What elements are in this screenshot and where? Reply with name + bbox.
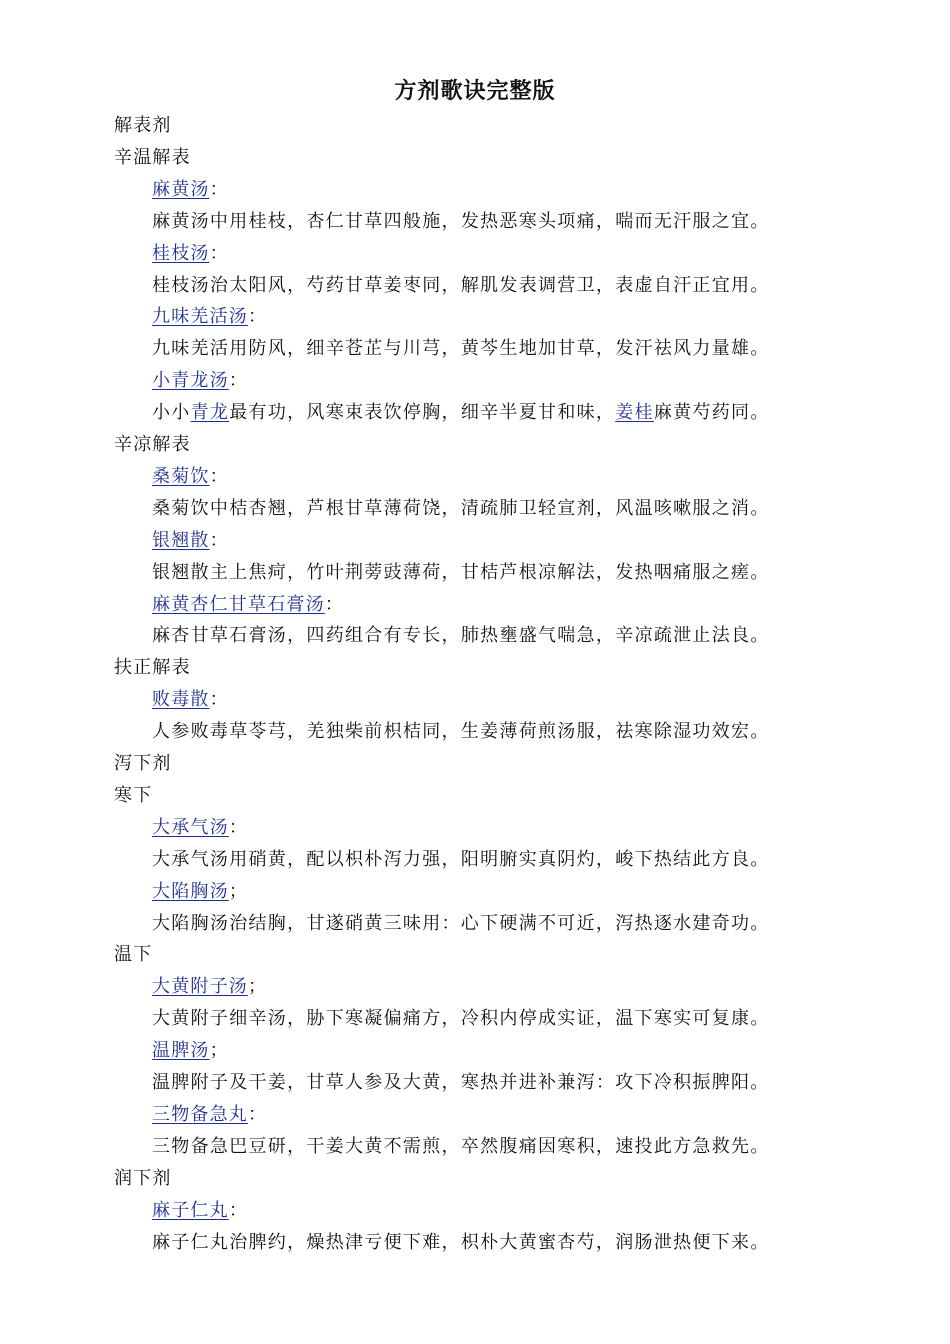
formula-link[interactable]: 大承气汤 (152, 817, 229, 838)
verse-phrase: 阳明腑实真阴灼， (460, 849, 616, 870)
verse-line (152, 624, 770, 648)
formula-heading (152, 1039, 229, 1063)
verse-phrase: 风寒束表饮停胸， (306, 402, 461, 423)
formula-heading (152, 688, 229, 712)
verse-line (152, 912, 770, 936)
verse-line (152, 274, 770, 298)
formula-heading (152, 465, 229, 489)
subcategory-heading: 辛温解表 (114, 147, 191, 168)
verse-phrase: 大黄附子细辛汤， (152, 1008, 307, 1029)
verse-phrase: 杏仁甘草四般施， (306, 211, 461, 232)
verse-line (152, 401, 770, 425)
category-heading: 解表剂 (114, 115, 172, 136)
herb-link[interactable]: 青龙 (190, 402, 230, 423)
verse-phrase: 生姜薄荷煎汤服， (460, 721, 616, 742)
verse-phrase: 竹叶荆蒡豉薄荷， (306, 562, 461, 583)
verse-phrase: 四药组合有专长， (306, 625, 461, 646)
verse-phrase: 卒然腹痛因寒积， (460, 1136, 616, 1157)
verse-phrase: 肺热壅盛气喘急， (460, 625, 616, 646)
verse-phrase: 三物备急巴豆研， (152, 1136, 307, 1157)
formula-link[interactable]: 温脾汤 (152, 1040, 210, 1061)
verse-phrase: 芦根甘草薄荷饶， (306, 498, 461, 519)
formula-link[interactable]: 麻子仁丸 (152, 1200, 229, 1221)
formula-heading (152, 975, 267, 999)
formula-heading (152, 1199, 248, 1223)
verse-phrase: 喘而无汗服之宜。 (615, 211, 770, 232)
verse-phrase: 羌独柴前枳桔同， (306, 721, 461, 742)
formula-punctuation: ： (324, 594, 345, 615)
verse-phrase (615, 401, 769, 425)
formula-punctuation: ： (248, 306, 268, 327)
formula-link[interactable]: 大黄附子汤 (152, 976, 248, 997)
verse-phrase: 清疏肺卫轻宣剂， (460, 498, 616, 519)
verse-phrase: 麻黄汤中用桂枝， (152, 211, 307, 232)
formula-link[interactable]: 麻黄汤 (152, 179, 210, 200)
verse-phrase: 配以枳朴泻力强， (306, 849, 461, 870)
subcategory-heading: 寒下 (114, 785, 153, 806)
verse-line (152, 1007, 770, 1031)
verse-phrase: 风温咳嗽服之消。 (615, 498, 770, 519)
verse-phrase: 干姜大黄不需煎， (306, 1136, 461, 1157)
verse-phrase: 温脾附子及干姜， (152, 1072, 307, 1093)
formula-link[interactable]: 三物备急丸 (152, 1104, 248, 1125)
verse-phrase: 黄芩生地加甘草， (460, 338, 616, 359)
formula-heading (152, 305, 267, 329)
page-title: 方剂歌诀完整版 (394, 78, 556, 104)
formula-link[interactable]: 桑菊饮 (152, 466, 210, 487)
verse-phrase: 温下寒实可复康。 (615, 1008, 770, 1029)
verse-phrase: 枳朴大黄蜜杏芍， (460, 1232, 616, 1253)
verse-line (152, 1071, 770, 1095)
formula-link[interactable]: 九味羌活汤 (152, 306, 248, 327)
verse-phrase: 速投此方急救先。 (615, 1136, 770, 1157)
verse-phrase: 麻杏甘草石膏汤， (152, 625, 307, 646)
formula-link[interactable]: 麻黄杏仁甘草石膏汤 (152, 594, 325, 615)
verse-text: 最有功， (229, 402, 307, 423)
verse-phrase: 表虚自汗正宜用。 (615, 275, 770, 296)
formula-heading (152, 242, 229, 266)
verse-phrase: 祛寒除湿功效宏。 (615, 721, 770, 742)
verse-phrase: 细辛半夏甘和味， (460, 402, 616, 423)
verse-phrase: 九味羌活用防风， (152, 338, 307, 359)
verse-phrase: 冷积内停成实证， (460, 1008, 616, 1029)
formula-heading (152, 880, 248, 904)
formula-heading (152, 178, 229, 202)
formula-link[interactable]: 桂枝汤 (152, 243, 210, 264)
verse-phrase: 峻下热结此方良。 (615, 849, 770, 870)
subcategory-heading: 扶正解表 (114, 657, 191, 678)
formula-link[interactable]: 大陷胸汤 (152, 881, 229, 902)
formula-punctuation: ： (248, 1104, 268, 1125)
verse-phrase: 润肠泄热便下来。 (615, 1232, 770, 1253)
verse-line (152, 210, 770, 234)
verse-line (152, 720, 770, 744)
formula-punctuation: ： (228, 370, 249, 391)
verse-phrase: 芍药甘草姜枣同， (306, 275, 461, 296)
herb-link[interactable]: 姜桂 (615, 402, 654, 423)
verse-phrase: 大承气汤用硝黄， (152, 849, 307, 870)
verse-phrase: 发汗祛风力量雄。 (615, 338, 770, 359)
formula-punctuation: ： (209, 689, 229, 710)
formula-heading (152, 593, 344, 617)
verse-phrase: 发热咽痛服之瘥。 (615, 562, 770, 583)
verse-phrase: 燥热津亏便下难， (306, 1232, 461, 1253)
verse-phrase: 大陷胸汤治结胸， (152, 913, 307, 934)
formula-link[interactable]: 银翘散 (152, 530, 210, 551)
verse-phrase: 解肌发表调营卫， (460, 275, 616, 296)
verse-phrase: 胁下寒凝偏痛方， (306, 1008, 461, 1029)
verse-phrase: 桂枝汤治太阳风， (152, 275, 307, 296)
category-heading: 泻下剂 (114, 753, 172, 774)
formula-punctuation: ： (209, 243, 229, 264)
formula-punctuation: ： (209, 530, 229, 551)
verse-phrase (152, 401, 306, 425)
formula-punctuation: ； (248, 976, 268, 997)
subcategory-heading: 辛凉解表 (114, 434, 191, 455)
verse-line (152, 561, 770, 585)
formula-link[interactable]: 败毒散 (152, 689, 210, 710)
subcategory-heading: 温下 (114, 944, 153, 965)
verse-phrase: 细辛苍芷与川芎， (306, 338, 461, 359)
verse-phrase: 辛凉疏泄止法良。 (615, 625, 770, 646)
formula-punctuation: ； (209, 1040, 229, 1061)
verse-line (152, 1135, 770, 1159)
formula-link[interactable]: 小青龙汤 (152, 370, 229, 391)
formula-heading (152, 529, 229, 553)
formula-punctuation: ： (228, 1200, 249, 1221)
verse-line (152, 1231, 770, 1255)
formula-heading (152, 1103, 267, 1127)
verse-phrase: 人参败毒草苓芎， (152, 721, 307, 742)
verse-text: 麻黄芍药同。 (653, 402, 770, 423)
verse-phrase: 麻子仁丸治脾约， (152, 1232, 307, 1253)
formula-punctuation: ： (209, 179, 229, 200)
verse-line (152, 337, 770, 361)
verse-phrase: 银翘散主上焦疴， (152, 562, 307, 583)
formula-punctuation: ； (228, 881, 249, 902)
verse-phrase: 甘桔芦根凉解法， (460, 562, 616, 583)
verse-phrase: 甘草人参及大黄， (306, 1072, 461, 1093)
verse-phrase: 寒热并进补兼泻：攻下冷积振脾阳。 (460, 1072, 770, 1093)
verse-text: 小小 (152, 402, 191, 423)
verse-line (152, 848, 770, 872)
verse-phrase: 发热恶寒头项痛， (460, 211, 616, 232)
formula-punctuation: ： (209, 466, 229, 487)
category-heading: 润下剂 (114, 1168, 172, 1189)
formula-punctuation: ： (228, 817, 249, 838)
formula-heading (152, 369, 248, 393)
verse-phrase: 甘遂硝黄三味用：心下硬满不可近， (306, 913, 616, 934)
verse-phrase: 桑菊饮中桔杏翘， (152, 498, 307, 519)
verse-line (152, 497, 770, 521)
formula-heading (152, 816, 248, 840)
verse-phrase: 泻热逐水建奇功。 (615, 913, 770, 934)
